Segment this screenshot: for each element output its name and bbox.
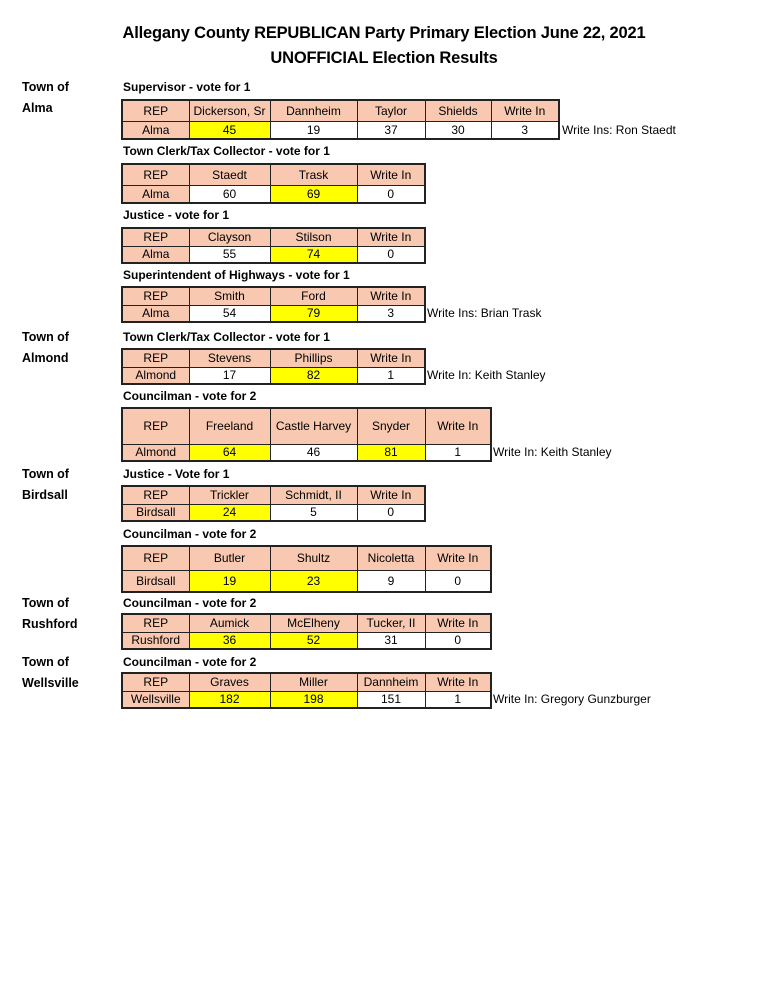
race-title-rushford-councilman: Councilman - vote for 2 (123, 596, 257, 610)
row-label: Birdsall (122, 504, 189, 521)
candidate-header: Write In (425, 614, 491, 632)
race-title-alma-justice: Justice - vote for 1 (123, 208, 230, 222)
race-title-almond-clerk: Town Clerk/Tax Collector - vote for 1 (123, 330, 330, 344)
results-table-alma-justice (121, 227, 426, 264)
row-label: Rushford (122, 632, 189, 649)
vote-cell: 55 (189, 246, 270, 263)
vote-cell-winner: 74 (270, 246, 357, 263)
vote-cell-winner: 52 (270, 632, 357, 649)
party-header: REP (122, 614, 189, 632)
candidate-header: Write In (357, 287, 425, 305)
candidate-header: Tucker, II (357, 614, 425, 632)
town-label-almond (22, 327, 69, 369)
town-label-name: Rushford (22, 617, 78, 631)
vote-cell-winner: 19 (189, 570, 270, 592)
vote-cell: 0 (357, 246, 425, 263)
town-label-name: Birdsall (22, 488, 68, 502)
vote-cell-winner: 82 (270, 367, 357, 384)
candidate-header: Dannheim (270, 100, 357, 121)
candidate-header: Write In (491, 100, 559, 121)
write-in-note: Write Ins: Brian Trask (427, 306, 542, 320)
vote-cell: 46 (270, 444, 357, 461)
candidate-header: Butler (189, 546, 270, 570)
candidate-header: Write In (425, 408, 491, 444)
party-header: REP (122, 287, 189, 305)
vote-cell: 37 (357, 121, 425, 139)
vote-cell: 1 (425, 691, 491, 708)
candidate-header: Ford (270, 287, 357, 305)
vote-cell: 17 (189, 367, 270, 384)
write-in-note: Write Ins: Ron Staedt (562, 123, 676, 137)
vote-cell: 31 (357, 632, 425, 649)
candidate-header: Taylor (357, 100, 425, 121)
vote-cell: 1 (425, 444, 491, 461)
candidate-header: Stilson (270, 228, 357, 246)
results-table-almond-councilman (121, 407, 492, 462)
results-table-alma-highways (121, 286, 426, 323)
party-header: REP (122, 100, 189, 121)
party-header: REP (122, 546, 189, 570)
candidate-header: Graves (189, 673, 270, 691)
vote-cell-winner: 24 (189, 504, 270, 521)
candidate-header: Snyder (357, 408, 425, 444)
vote-cell: 151 (357, 691, 425, 708)
results-table-wellsville-councilman (121, 672, 492, 709)
results-table-almond-clerk (121, 348, 426, 385)
row-label: Alma (122, 305, 189, 322)
candidate-header: Nicoletta (357, 546, 425, 570)
results-table-rushford-councilman (121, 613, 492, 650)
town-label-name: Alma (22, 101, 53, 115)
vote-cell: 1 (357, 367, 425, 384)
race-title-alma-highways: Superintendent of Highways - vote for 1 (123, 268, 350, 282)
vote-cell-winner: 198 (270, 691, 357, 708)
vote-cell: 19 (270, 121, 357, 139)
row-label: Wellsville (122, 691, 189, 708)
row-label: Birdsall (122, 570, 189, 592)
vote-cell: 0 (357, 185, 425, 203)
vote-cell-winner: 45 (189, 121, 270, 139)
candidate-header: Shields (425, 100, 491, 121)
town-label-name: Wellsville (22, 676, 79, 690)
vote-cell-winner: 79 (270, 305, 357, 322)
town-label-rushford (22, 593, 78, 635)
party-header: REP (122, 408, 189, 444)
vote-cell-winner: 81 (357, 444, 425, 461)
vote-cell-winner: 64 (189, 444, 270, 461)
town-label-prefix: Town of (22, 655, 69, 669)
results-table-alma-clerk (121, 163, 426, 204)
party-header: REP (122, 228, 189, 246)
document-title: Allegany County REPUBLICAN Party Primary Election June 22, 2021 (122, 24, 646, 42)
vote-cell: 5 (270, 504, 357, 521)
race-title-almond-councilman: Councilman - vote for 2 (123, 389, 257, 403)
candidate-header: Dannheim (357, 673, 425, 691)
vote-cell: 30 (425, 121, 491, 139)
vote-cell-winner: 23 (270, 570, 357, 592)
candidate-header: Phillips (270, 349, 357, 367)
candidate-header: Shultz (270, 546, 357, 570)
vote-cell: 0 (425, 632, 491, 649)
candidate-header: Write In (425, 673, 491, 691)
document-subtitle: UNOFFICIAL Election Results (270, 49, 498, 67)
race-title-alma-supervisor: Supervisor - vote for 1 (123, 80, 251, 94)
write-in-note: Write In: Keith Stanley (427, 368, 546, 382)
results-table-birdsall-justice (121, 485, 426, 522)
town-label-prefix: Town of (22, 80, 69, 94)
candidate-header: Aumick (189, 614, 270, 632)
vote-cell: 0 (425, 570, 491, 592)
town-label-name: Almond (22, 351, 69, 365)
candidate-header: Freeland (189, 408, 270, 444)
vote-cell: 0 (357, 504, 425, 521)
party-header: REP (122, 673, 189, 691)
row-label: Alma (122, 121, 189, 139)
vote-cell: 9 (357, 570, 425, 592)
town-label-alma (22, 77, 69, 119)
vote-cell: 60 (189, 185, 270, 203)
race-title-birdsall-justice: Justice - Vote for 1 (123, 467, 230, 481)
candidate-header: Write In (425, 546, 491, 570)
race-title-alma-clerk: Town Clerk/Tax Collector - vote for 1 (123, 144, 330, 158)
candidate-header: Trickler (189, 486, 270, 504)
vote-cell: 54 (189, 305, 270, 322)
vote-cell-winner: 36 (189, 632, 270, 649)
town-label-prefix: Town of (22, 330, 69, 344)
candidate-header: Write In (357, 164, 425, 185)
candidate-header: McElheny (270, 614, 357, 632)
town-label-prefix: Town of (22, 596, 69, 610)
town-label-wellsville (22, 652, 79, 694)
party-header: REP (122, 349, 189, 367)
candidate-header: Miller (270, 673, 357, 691)
race-title-birdsall-councilman: Councilman - vote for 2 (123, 527, 257, 541)
candidate-header: Stevens (189, 349, 270, 367)
write-in-note: Write In: Keith Stanley (493, 445, 612, 459)
row-label: Alma (122, 246, 189, 263)
party-header: REP (122, 164, 189, 185)
row-label: Alma (122, 185, 189, 203)
party-header: REP (122, 486, 189, 504)
vote-cell: 3 (491, 121, 559, 139)
candidate-header: Trask (270, 164, 357, 185)
candidate-header: Castle Harvey (270, 408, 357, 444)
town-label-birdsall (22, 464, 69, 506)
results-table-alma-supervisor (121, 99, 560, 140)
candidate-header: Staedt (189, 164, 270, 185)
row-label: Almond (122, 444, 189, 461)
candidate-header: Write In (357, 228, 425, 246)
candidate-header: Write In (357, 486, 425, 504)
candidate-header: Schmidt, II (270, 486, 357, 504)
row-label: Almond (122, 367, 189, 384)
candidate-header: Dickerson, Sr (189, 100, 270, 121)
candidate-header: Clayson (189, 228, 270, 246)
results-table-birdsall-councilman (121, 545, 492, 593)
write-in-note: Write In: Gregory Gunzburger (493, 692, 651, 706)
candidate-header: Smith (189, 287, 270, 305)
vote-cell-winner: 69 (270, 185, 357, 203)
race-title-wellsville-councilman: Councilman - vote for 2 (123, 655, 257, 669)
vote-cell-winner: 182 (189, 691, 270, 708)
town-label-prefix: Town of (22, 467, 69, 481)
candidate-header: Write In (357, 349, 425, 367)
vote-cell: 3 (357, 305, 425, 322)
